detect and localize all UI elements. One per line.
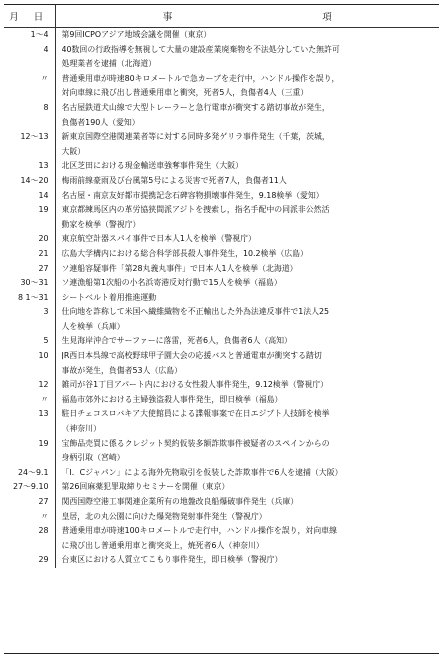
event-text-line: 台東区における人質立てこもり事件発生，即日検挙（警視庁）: [61, 555, 283, 565]
row-event: [55, 276, 439, 291]
table-row: [4, 480, 439, 495]
event-text-line: 大阪）: [61, 146, 86, 156]
table-row: [4, 159, 439, 174]
event-text-line: 北区芝田における現金輸送車強奪事件発生（大阪）: [61, 161, 243, 171]
date-column-header: 月 日: [4, 5, 55, 28]
row-event: [55, 203, 439, 232]
event-text-line: 名古屋・南京友好都市提携記念石碑容物損壊事件発生，9.18検挙（愛知）: [61, 190, 324, 200]
row-date: 4: [4, 43, 55, 72]
event-text-line: 仕向地を詐称して米国へ繊維織物を不正輸出した外為法違反事件で1法人25: [61, 307, 330, 317]
row-event: [55, 43, 439, 72]
row-event: [55, 349, 439, 378]
row-event: [55, 189, 439, 204]
row-date: 13: [4, 407, 55, 436]
table-row: [4, 43, 439, 72]
row-event: [55, 378, 439, 393]
table-row: [4, 262, 439, 277]
row-date: 20: [4, 232, 55, 247]
event-text-line: 第26回麻薬犯罪取締りセミナーを開催（東京）: [61, 482, 230, 492]
chronology-table: [4, 5, 439, 568]
event-text-line: 福島市郊外における主婦強盗殺人事件発生，即日検挙（福島）: [61, 394, 283, 404]
chronology-table-body: [4, 28, 439, 568]
table-row: [4, 276, 439, 291]
table-row: [4, 553, 439, 568]
row-date: 13: [4, 159, 55, 174]
row-event: [55, 510, 439, 525]
event-text-line: シートベルト着用推進運動: [61, 292, 157, 302]
table-row: [4, 349, 439, 378]
table-row: [4, 466, 439, 481]
table-row: [4, 495, 439, 510]
table-row: [4, 437, 439, 466]
row-event: [55, 101, 439, 130]
row-date: 19: [4, 437, 55, 466]
table-row: [4, 291, 439, 306]
row-event: [55, 334, 439, 349]
row-event: [55, 262, 439, 277]
row-event: [55, 407, 439, 436]
event-column-header: [55, 5, 439, 28]
row-date: 〃: [4, 393, 55, 408]
row-event: [55, 291, 439, 306]
table-row: [4, 393, 439, 408]
row-event: [55, 305, 439, 334]
row-event: [55, 130, 439, 159]
event-text-line: （神奈川）: [61, 424, 101, 434]
table-row: [4, 510, 439, 525]
event-text-line: 東京都練馬区内の革労協狭間派アジトを捜索し，指名手配中の同派非公然活: [61, 205, 330, 215]
event-text-line: 宝飾品売買に係るクレジット契約仮装多額詐欺事件被疑者のスペインからの: [61, 438, 330, 448]
row-date: 27: [4, 495, 55, 510]
table-row: [4, 189, 439, 204]
event-text-line: 普通乗用車が時速80キロメートルで急カーブを走行中，ハンドル操作を誤り，: [61, 73, 340, 83]
row-date: 19: [4, 203, 55, 232]
table-row: [4, 203, 439, 232]
event-text-line: 名古屋鉄道犬山線で大型トレーラーと急行電車が衝突する踏切事故が発生，: [61, 102, 330, 112]
row-event: [55, 159, 439, 174]
event-text-line: 「I．Cジャパン」による海外先物取引を仮装した詐欺事件で6人を逮捕（大阪）: [61, 467, 343, 477]
event-text-line: 動家を検挙（警視庁）: [61, 219, 141, 229]
row-date: 1～4: [4, 28, 55, 43]
table-row: [4, 305, 439, 334]
table-header-row: [4, 5, 439, 28]
table-row: [4, 247, 439, 262]
event-text-line: に飛び出し普通乗用車と衝突炎上，焼死者6人（神奈川）: [61, 540, 264, 550]
table-row: [4, 334, 439, 349]
chronology-table-sheet: [4, 4, 439, 654]
table-row: [4, 101, 439, 130]
event-text-line: 人を検挙（兵庫）: [61, 321, 125, 331]
row-date: 27～9.10: [4, 480, 55, 495]
row-event: [55, 247, 439, 262]
event-text-line: 皇居，北の丸公園に向けた爆発物発射事件発生（警視庁）: [61, 511, 267, 521]
table-row: [4, 130, 439, 159]
row-date: 〃: [4, 72, 55, 101]
row-date: 14～20: [4, 174, 55, 189]
row-date: 8 1～31: [4, 291, 55, 306]
event-text-line: 処理業者を逮捕（北海道）: [61, 59, 157, 69]
row-event: [55, 393, 439, 408]
row-event: [55, 232, 439, 247]
event-text-line: 身柄引取（宮崎）: [61, 453, 125, 463]
row-date: 27: [4, 262, 55, 277]
table-row: [4, 378, 439, 393]
table-row: [4, 28, 439, 43]
event-text-line: 普通乗用車が時速100キロメートルで走行中，ハンドル操作を誤り，対向車線: [61, 526, 337, 536]
row-event: [55, 553, 439, 568]
row-event: [55, 437, 439, 466]
row-date: 8: [4, 101, 55, 130]
event-text-line: 雑司が谷1丁目アパート内における女性殺人事件発生，9.12検挙（警視庁）: [61, 380, 329, 390]
table-row: [4, 72, 439, 101]
event-text-line: 梅雨前線豪雨及び台風第5号による災害で死者7人，負傷者11人: [61, 175, 287, 185]
event-text-line: 東京航空計器スパイ事件で日本人1人を検挙（警視庁）: [61, 234, 256, 244]
row-date: 5: [4, 334, 55, 349]
event-text-line: 生見海岸沖合でサーファーに落雷，死者6人，負傷者6人（高知）: [61, 336, 292, 346]
row-event: [55, 480, 439, 495]
table-row: [4, 174, 439, 189]
event-text-line: 新東京国際空港関連業者等に対する同時多発ゲリラ事件発生（千葉，茨城，: [61, 132, 330, 142]
table-row: [4, 407, 439, 436]
row-date: 〃: [4, 510, 55, 525]
row-date: 10: [4, 349, 55, 378]
event-text-line: ソ連船容疑事件「第28丸義丸事件」で日本人1人を検挙（北海道）: [61, 263, 298, 273]
row-event: [55, 524, 439, 553]
event-text-line: 第9回ICPOアジア地域会議を開催（東京）: [61, 30, 212, 39]
table-row: [4, 232, 439, 247]
row-date: 14: [4, 189, 55, 204]
row-event: [55, 72, 439, 101]
row-date: 28: [4, 524, 55, 553]
event-text-line: ソ連漁船第1次船の小名浜寄港反対行動で15人を検挙（福島）: [61, 278, 282, 288]
event-text-line: 対向車線に飛び出し普通乗用車と衝突，死者5人，負傷者4人（三重）: [61, 88, 309, 98]
row-date: 12～13: [4, 130, 55, 159]
row-date: 21: [4, 247, 55, 262]
event-text-line: 負傷者190人（愛知）: [61, 117, 140, 127]
event-header-left-char: 事: [162, 12, 173, 23]
event-text-line: 駐日チェコスロバキア大使館員による諜報事案で在日エジプト人技師を検挙: [61, 409, 330, 419]
row-event: [55, 174, 439, 189]
table-row: [4, 524, 439, 553]
row-date: 24～9.1: [4, 466, 55, 481]
event-text-line: 事故が発生，負傷者53人（広島）: [61, 365, 183, 375]
row-date: 3: [4, 305, 55, 334]
row-date: 29: [4, 553, 55, 568]
event-text-line: 広島大学構内における総合科学部長殺人事件発生，10.2検挙（広島）: [61, 248, 308, 258]
row-date: 30～31: [4, 276, 55, 291]
event-text-line: JR西日本呉線で高校野球甲子園大会の応援バスと普通電車が衝突する踏切: [61, 351, 322, 361]
row-event: [55, 28, 439, 43]
row-event: [55, 466, 439, 481]
event-text-line: 40数回の行政指導を無視して大量の建設産業廃棄物を不法処分していた無許可: [61, 44, 340, 54]
row-event: [55, 495, 439, 510]
event-text-line: 関西国際空港工事関連企業所有の地盤改良船爆破事件発生（兵庫）: [61, 497, 299, 506]
row-date: 12: [4, 378, 55, 393]
event-header-right-char: 項: [322, 12, 332, 23]
